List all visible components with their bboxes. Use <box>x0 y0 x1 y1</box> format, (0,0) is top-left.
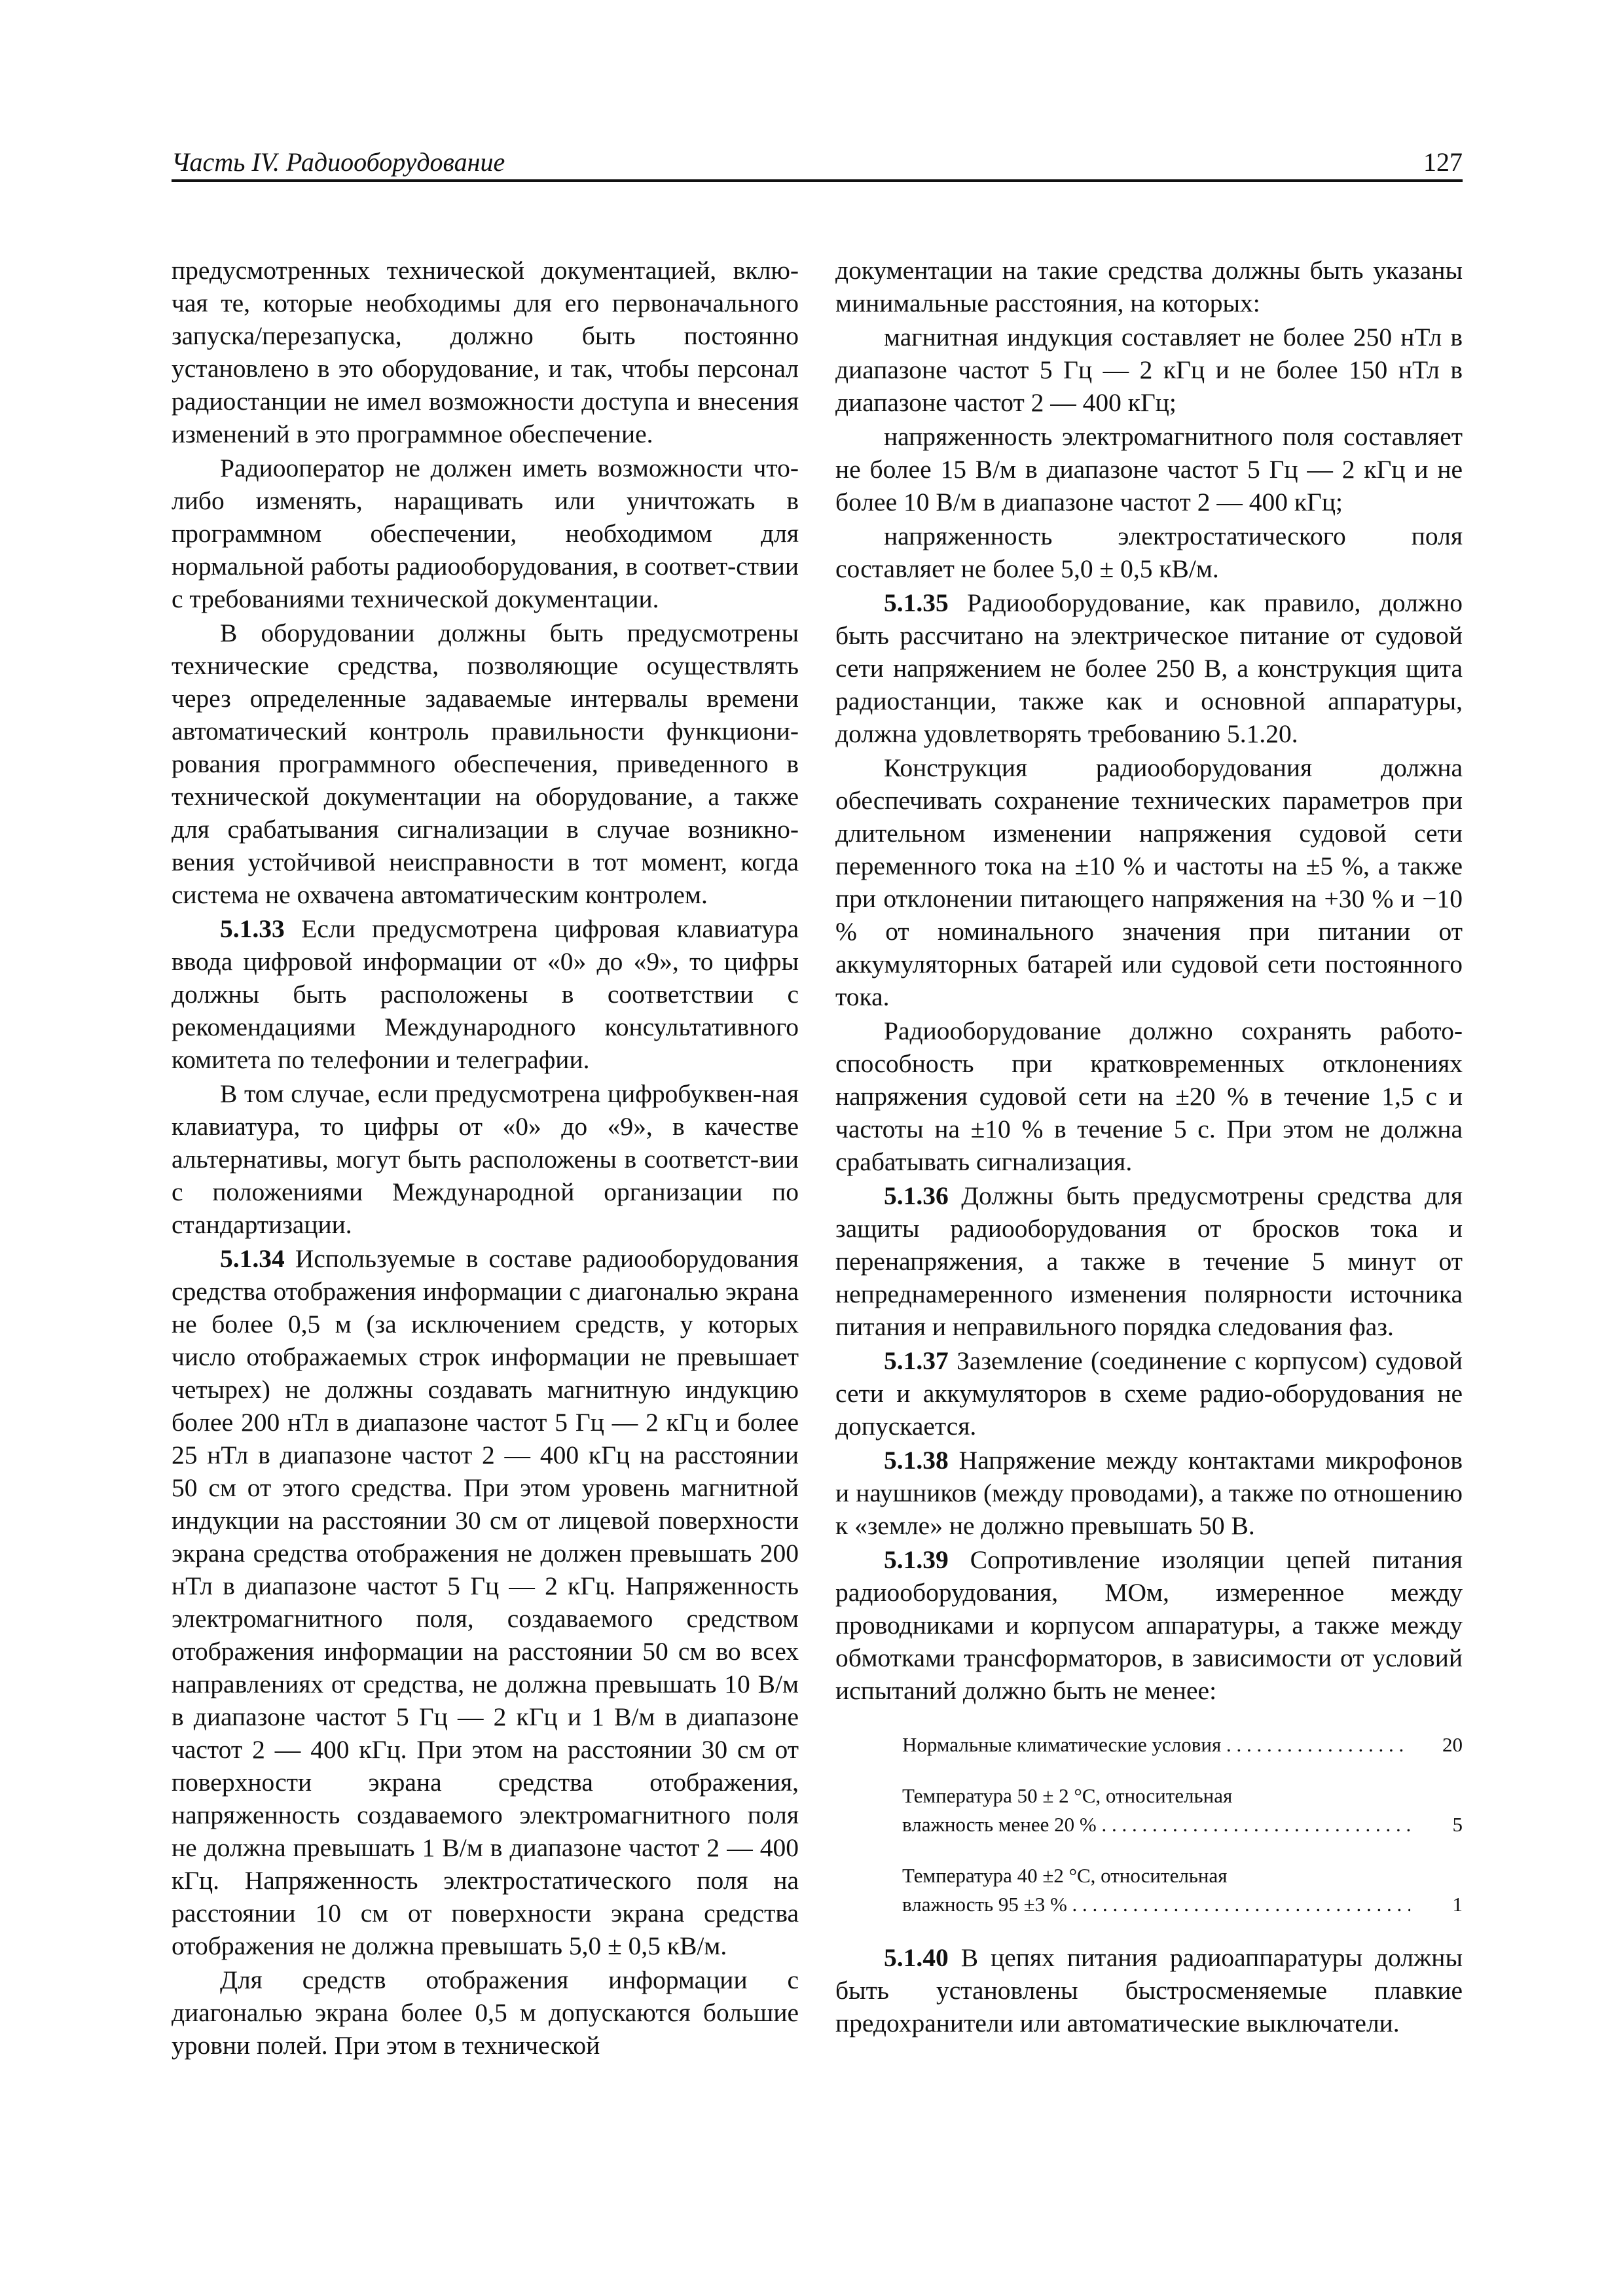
paragraph-5-1-40 <box>835 1941 1463 2039</box>
paragraph: напряженность электромагнитного поля составляет не более 15 В/м в диапазоне частот 5 Гц — 2 кГц и не более 10 В/м в диапазоне частот 2 — 400 кГц; <box>835 422 1463 516</box>
table-row-value: 1 <box>1452 1893 1463 1916</box>
paragraph: Радиооборудование должно сохранять работо-способность при кратковременных отклонениях напряжения судовой сети на ±20 % в течение 1,5 с и частоты на ±10 % в течение 5 с. При этом не должна срабатывать сигнализация. <box>835 1016 1463 1176</box>
paragraph: напряженность электростатического поля составляет не более 5,0 ± 0,5 кВ/м. <box>835 522 1463 583</box>
clause-number: 5.1.38 <box>884 1446 949 1475</box>
table-row <box>835 1782 1463 1839</box>
paragraph-5-1-38 <box>835 1444 1463 1542</box>
table-row-condition: Температура 50 ± 2 °С, относительная <box>902 1784 1233 1807</box>
paragraph: документации на такие средства должны быть указаны минимальные расстояния, на которых: <box>835 256 1463 317</box>
clause-text: Радиооборудование, как правило, должно быть рассчитано на электрическое питание от судовой сети напряжением не более 250 В, а конструкция щита радиостанции, также как и основной аппаратуры, должна удовлетворять требованию 5.1.20. <box>835 588 1463 748</box>
clause-number: 5.1.37 <box>884 1346 949 1375</box>
clause-text: Если предусмотрена цифровая клавиатура ввода цифровой информации от «0» до «9», то цифры должны быть расположены в соответствии с рекомендациями Международного консультативного комитета по телефонии и телеграфии. <box>172 914 799 1074</box>
table-row-value: 5 <box>1452 1813 1463 1836</box>
paragraph: Радиооператор не должен иметь возможности что-либо изменять, наращивать или уничтожать в программном обеспечении, необходимом для нормальной работы радиооборудования, в соответ-ствии с требованиями технической документации. <box>172 454 799 613</box>
table-row-label: Нормальные климатические условия . . . <box>902 1731 1410 1759</box>
paragraph: магнитная индукция составляет не более 250 нТл в диапазоне частот 5 Гц — 2 кГц и не более 150 нТл в диапазоне частот 2 — 400 кГц; <box>835 323 1463 417</box>
table-row <box>835 1731 1463 1759</box>
clause-number: 5.1.36 <box>884 1181 949 1210</box>
table-row-label: влажность менее 20 % . . . <box>902 1810 1410 1839</box>
paragraph-5-1-36 <box>835 1179 1463 1343</box>
clause-number: 5.1.40 <box>884 1943 949 1972</box>
paragraph-5-1-37 <box>835 1344 1463 1443</box>
paragraph-5-1-39 <box>835 1543 1463 1707</box>
clause-text: Заземление (соединение с корпусом) судовой сети и аккумуляторов в схеме радио-оборудования не допускается. <box>835 1346 1463 1441</box>
table-row-condition: Температура 40 ±2 °С, относительная <box>902 1864 1228 1887</box>
clause-number: 5.1.35 <box>884 588 949 617</box>
clause-number: 5.1.33 <box>220 914 285 943</box>
clause-text: В цепях питания радиоаппаратуры должны быть установлены быстросменяемые плавкие предохранители или автоматические выключатели. <box>835 1943 1463 2037</box>
clause-text: Используемые в составе радиооборудования средства отображения информации с диагональю экрана не более 0,5 м (за исключением средств, у которых число отображаемых строк информации не превышает четырех) не должны создавать магнитную индукцию более 200 нТл в диапазоне частот 5 Гц — 2 кГц и более 25 нТл в диапазоне частот 2 — 400 кГц на расстоянии 50 см от этого средства. При этом уровень магнитной индукции на расстоянии 30 см от лицевой поверхности экрана средства отображения не должен превышать 200 нТл в диапазоне частот 5 Гц — 2 кГц. Напряженность электромагнитного поля, создаваемого средством отображения информации на расстоянии 50 см во всех направлениях от средства, не должна превышать 10 В/м в диапазоне частот 5 Гц — 2 кГц и 1 В/м в диапазоне частот 2 — 400 кГц. При этом на расстоянии 30 см от поверхности экрана средства отображения, напряженность создаваемого электромагнитного поля не должна превышать 1 В/м в диапазоне частот 2 — 400 кГц. Напряженность электростатического поля на расстоянии 10 см от поверхности экрана средства отображения не должна превышать 5,0 ± 0,5 кВ/м. <box>172 1244 799 1960</box>
paragraph: предусмотренных технической документацией, вклю-чая те, которые необходимы для его первоначального запуска/перезапуска, должно быть постоянно установлено в это оборудование, и так, чтобы персонал радиостанции не имел возможности доступа и внесения изменений в это программное обеспечение. <box>172 256 799 448</box>
paragraph: Для средств отображения информации с диагональю экрана более 0,5 м допускаются большие уровни полей. При этом в технической <box>172 1965 799 2060</box>
clause-text: Сопротивление изоляции цепей питания радиооборудования, МОм, измеренное между проводниками и корпусом аппаратуры, а также между обмотками трансформаторов, в зависимости от условий испытаний должно быть не менее: <box>835 1545 1463 1705</box>
paragraph-5-1-33 <box>172 912 799 1076</box>
paragraph-5-1-35 <box>835 586 1463 750</box>
paragraph-5-1-34 <box>172 1242 799 1962</box>
clause-number: 5.1.34 <box>220 1244 285 1273</box>
clause-number: 5.1.39 <box>884 1545 949 1574</box>
table-row-value: 20 <box>1442 1733 1463 1756</box>
right-column <box>835 254 1463 2041</box>
clause-text: Напряжение между контактами микрофонов и наушников (между проводами), а также по отношению к «земле» не должно превышать 50 В. <box>835 1446 1463 1540</box>
table-row <box>835 1861 1463 1919</box>
header-part-title: Часть IV. Радиооборудование <box>172 147 505 177</box>
running-header <box>172 145 1463 182</box>
insulation-resistance-table <box>835 1731 1463 1919</box>
table-row-label: влажность 95 ±3 % . . . <box>902 1890 1410 1919</box>
clause-text: Должны быть предусмотрены средства для защиты радиооборудования от бросков тока и перенапряжения, а также в течение 5 минут от непреднамеренного изменения полярности источника питания и неправильного порядка следования фаз. <box>835 1181 1463 1341</box>
paragraph: В оборудовании должны быть предусмотрены технические средства, позволяющие осуществлять через определенные задаваемые интервалы времени автоматический контроль правильности функциони-рования программного обеспечения, приведенного в технической документации на оборудование, а также для срабатывания сигнализации в случае возникно-вения устойчивой неисправности в тот момент, когда система не охвачена автоматическим контролем. <box>172 619 799 909</box>
left-column <box>172 254 799 2063</box>
paragraph: В том случае, если предусмотрена цифробуквен-ная клавиатура, то цифры от «0» до «9», в качестве альтернативы, могут быть расположены в соответст-вии с положениями Международной организации по стандартизации. <box>172 1079 799 1239</box>
paragraph: Конструкция радиооборудования должна обеспечивать сохранение технических параметров при длительном изменении напряжения судовой сети переменного тока на ±10 % и частоты на ±5 %, а также при отклонении питающего напряжения на +30 % и −10 % от номинального значения при питании от аккумуляторных батарей или судовой сети постоянного тока. <box>835 753 1463 1011</box>
page-number: 127 <box>1423 147 1463 177</box>
